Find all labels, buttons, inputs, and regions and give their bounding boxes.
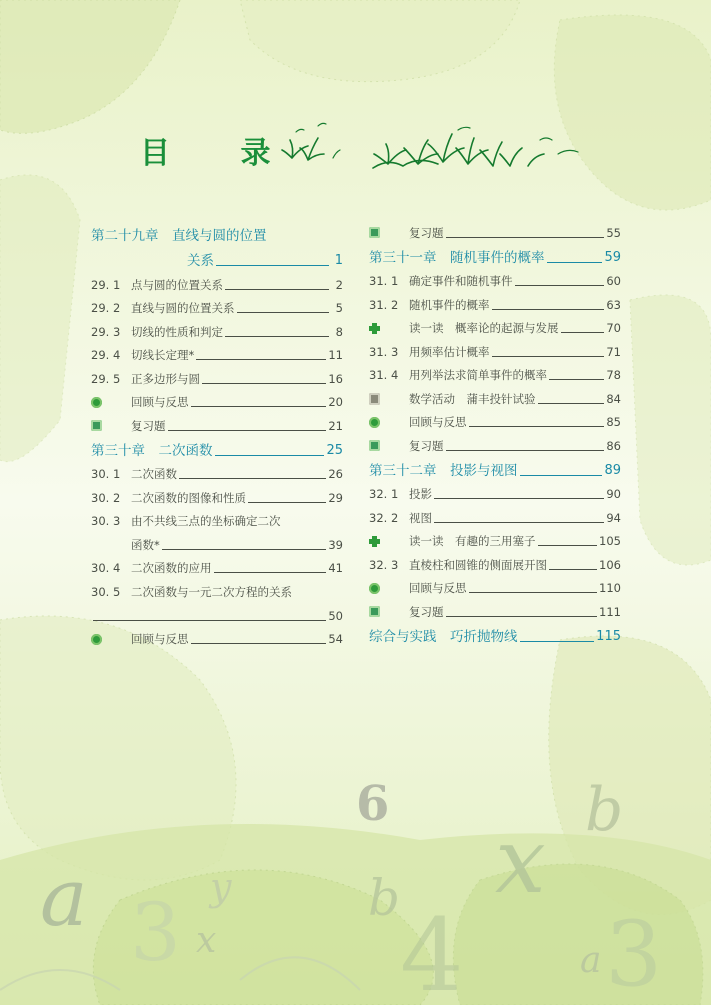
section-number: 29. 1: [91, 277, 121, 292]
page-number: 41: [328, 561, 343, 575]
toc-entry[interactable]: [91, 481, 343, 505]
leader-line: [515, 284, 605, 286]
entry-label: 切线长定理*: [131, 348, 195, 362]
reading-cross-icon: [369, 323, 380, 334]
entry-label: 第二十九章 直线与圆的位置: [91, 228, 267, 244]
toc-entry[interactable]: [369, 478, 621, 502]
leader-line: [446, 615, 598, 617]
section-number: 29. 2: [91, 301, 121, 315]
plant-decoration-icon: [278, 118, 588, 178]
section-number: 31. 2: [369, 297, 399, 312]
entry-label: 复习题: [409, 604, 444, 619]
leader-line: [179, 477, 326, 479]
entry-label: 第三十二章 投影与视图: [369, 462, 518, 479]
page-number: 85: [606, 415, 621, 429]
entry-label: 回顾与反思: [131, 395, 189, 409]
leader-line: [538, 402, 605, 404]
svg-text:x: x: [495, 809, 546, 914]
toc-entry[interactable]: [91, 315, 343, 339]
toc-entry[interactable]: [369, 501, 621, 525]
entry-label: 由不共线三点的坐标确定二次: [131, 514, 281, 528]
entry-label: 切线的性质和判定: [131, 324, 223, 339]
leader-line: [215, 454, 325, 456]
svg-text:4: 4: [400, 897, 464, 1005]
entry-label: 随机事件的概率: [409, 297, 490, 312]
page-number: 86: [606, 438, 621, 453]
entry-label: 直棱柱和圆锥的侧面展开图: [409, 557, 547, 572]
toc-entry[interactable]: [369, 312, 621, 336]
section-number: 30. 3: [91, 514, 121, 528]
page-number: 60: [606, 274, 621, 288]
toc-entry[interactable]: [369, 240, 621, 265]
entry-label: 二次函数的应用: [131, 561, 212, 575]
entry-label: 读一读 概率论的起源与发展: [409, 321, 559, 335]
leader-line: [191, 405, 327, 407]
review-badge-icon: [369, 583, 380, 594]
leader-line: [549, 378, 604, 380]
toc-entry[interactable]: [369, 288, 621, 312]
page-number: 94: [606, 510, 621, 525]
entry-label: 回顾与反思: [131, 632, 189, 646]
section-number: 29. 5: [91, 371, 121, 386]
leader-line: [434, 521, 604, 523]
leader-line: [549, 568, 597, 570]
leader-line: [520, 640, 595, 642]
page-number: 55: [606, 225, 621, 240]
leader-line: [214, 571, 327, 573]
page-number: 54: [328, 632, 343, 646]
page-number: 16: [328, 371, 343, 386]
toc-entry[interactable]: [369, 382, 621, 406]
entry-label: 二次函数: [131, 467, 177, 481]
toc-entry[interactable]: [91, 386, 343, 410]
page-number: 105: [599, 534, 621, 548]
page-number: 78: [606, 368, 621, 382]
leader-line: [162, 548, 327, 550]
page-number: 29: [328, 490, 343, 505]
svg-text:b: b: [368, 869, 401, 927]
page-title: 目 录: [140, 136, 301, 171]
section-number: 31. 1: [369, 274, 399, 288]
toc-entry[interactable]: [91, 243, 343, 268]
toc-entry[interactable]: [369, 548, 621, 572]
toc-entry[interactable]: [91, 292, 343, 316]
page-number: 1: [334, 253, 343, 268]
toc-entry[interactable]: [369, 619, 621, 644]
entry-label: 直线与圆的位置关系: [131, 301, 235, 315]
svg-text:y: y: [210, 865, 232, 909]
leader-line: [191, 642, 327, 644]
section-number: 30. 1: [91, 467, 121, 481]
svg-text:3: 3: [605, 902, 663, 1005]
exercise-square-icon: [91, 420, 102, 431]
entry-label: 第三十章 二次函数: [91, 442, 213, 459]
leader-line: [538, 544, 598, 546]
entry-label: 读一读 有趣的三用塞子: [409, 534, 536, 548]
toc-entry[interactable]: [369, 406, 621, 430]
leader-line: [446, 449, 605, 451]
exercise-square-icon: [369, 606, 380, 617]
svg-text:a: a: [40, 851, 88, 944]
toc-entry[interactable]: [369, 429, 621, 453]
section-number: 31. 4: [369, 368, 399, 382]
page-number: 110: [599, 581, 621, 595]
svg-text:x: x: [196, 920, 217, 961]
page-number: 20: [328, 395, 343, 409]
leader-line: [237, 311, 330, 313]
section-number: 29. 4: [91, 348, 121, 362]
page-number: 115: [596, 628, 621, 644]
toc-entry[interactable]: [91, 575, 343, 599]
page-number: 25: [326, 442, 343, 458]
leader-line: [225, 335, 329, 337]
toc-entry[interactable]: [91, 458, 343, 482]
page-number: 71: [606, 344, 621, 359]
page-number: 111: [599, 604, 621, 619]
entry-label: 关系: [187, 253, 214, 269]
toc-right-column: [369, 216, 621, 644]
toc-entry[interactable]: [369, 525, 621, 549]
reading-cross-icon: [369, 536, 380, 547]
leader-line: [196, 358, 326, 360]
page-number: 106: [599, 557, 621, 572]
entry-label: 数学活动 蒲丰投针试验: [409, 391, 536, 406]
entry-label: 正多边形与圆: [131, 371, 200, 386]
entry-label: 函数*: [131, 537, 160, 552]
leader-line: [446, 236, 605, 238]
page-number: 90: [606, 487, 621, 501]
page-number: 63: [606, 297, 621, 312]
entry-label: 复习题: [131, 418, 166, 433]
toc-entry[interactable]: [91, 362, 343, 386]
section-number: 30. 4: [91, 561, 121, 575]
leader-line: [434, 497, 604, 499]
toc-entry[interactable]: [91, 339, 343, 363]
toc-entry[interactable]: [369, 335, 621, 359]
leader-line: [469, 591, 598, 593]
entry-label: 点与圆的位置关系: [131, 277, 223, 292]
leader-line: [93, 619, 326, 621]
entry-label: 二次函数与一元二次方程的关系: [131, 584, 292, 599]
page-number: 50: [328, 608, 343, 623]
entry-label: 用列举法求简单事件的概率: [409, 368, 547, 382]
section-number: 30. 2: [91, 490, 121, 505]
leader-line: [469, 425, 605, 427]
exercise-square-icon: [369, 440, 380, 451]
leader-line: [225, 288, 329, 290]
page-number: 11: [328, 348, 343, 362]
toc-entry[interactable]: [91, 623, 343, 647]
exercise-square-icon: [369, 227, 380, 238]
entry-label: 确定事件和随机事件: [409, 274, 513, 288]
leader-line: [561, 331, 605, 333]
page-number: 89: [604, 462, 621, 478]
leader-line: [492, 308, 605, 310]
toc-left-column: [91, 218, 343, 646]
page-number: 26: [328, 467, 343, 481]
leader-line: [520, 474, 603, 476]
section-number: 32. 2: [369, 510, 399, 525]
page-number: 21: [328, 418, 343, 433]
toc-entry[interactable]: [369, 595, 621, 619]
review-badge-icon: [91, 397, 102, 408]
page-number: 5: [335, 301, 343, 315]
svg-text:a: a: [580, 940, 602, 981]
section-number: 32. 3: [369, 557, 399, 572]
toc-entry[interactable]: [91, 505, 343, 529]
page-number: 8: [335, 324, 343, 339]
toc-entry[interactable]: [91, 528, 343, 552]
decor-letter: 6: [356, 776, 390, 832]
toc-entry[interactable]: [91, 552, 343, 576]
svg-text:3: 3: [130, 886, 181, 979]
toc-entry[interactable]: [91, 409, 343, 433]
toc-entry[interactable]: [91, 599, 343, 623]
entry-label: 第三十一章 随机事件的概率: [369, 249, 545, 266]
section-number: 30. 5: [91, 584, 121, 599]
leader-line: [202, 382, 326, 384]
entry-label: 回顾与反思: [409, 415, 467, 429]
review-badge-icon: [369, 417, 380, 428]
svg-text:b: b: [585, 775, 624, 845]
activity-icon: [369, 393, 380, 405]
toc-entry[interactable]: [369, 572, 621, 596]
toc-entry[interactable]: [369, 359, 621, 383]
page-number: 84: [606, 391, 621, 406]
entry-label: 回顾与反思: [409, 581, 467, 595]
leader-line: [547, 261, 603, 263]
page-number: 2: [335, 277, 343, 292]
page-number: 59: [604, 249, 621, 265]
leader-line: [168, 429, 327, 431]
section-number: 29. 3: [91, 324, 121, 339]
toc-entry[interactable]: [369, 265, 621, 289]
entry-label: 复习题: [409, 438, 444, 453]
review-badge-icon: [91, 634, 102, 645]
toc-entry[interactable]: [91, 433, 343, 458]
page-number: 70: [606, 321, 621, 335]
entry-label: 综合与实践 巧折抛物线: [369, 628, 518, 645]
entry-label: 复习题: [409, 225, 444, 240]
entry-label: 二次函数的图像和性质: [131, 490, 246, 505]
toc-entry[interactable]: [91, 218, 343, 243]
entry-label: 投影: [409, 487, 432, 501]
toc-entry[interactable]: [91, 268, 343, 292]
entry-label: 视图: [409, 510, 432, 525]
leader-line: [248, 501, 326, 503]
section-number: 31. 3: [369, 344, 399, 359]
toc-entry[interactable]: [369, 453, 621, 478]
page-number: 39: [328, 537, 343, 552]
leader-line: [216, 264, 329, 266]
entry-label: 用频率估计概率: [409, 344, 490, 359]
toc-entry[interactable]: [369, 216, 621, 240]
section-number: 32. 1: [369, 487, 399, 501]
leader-line: [492, 355, 605, 357]
